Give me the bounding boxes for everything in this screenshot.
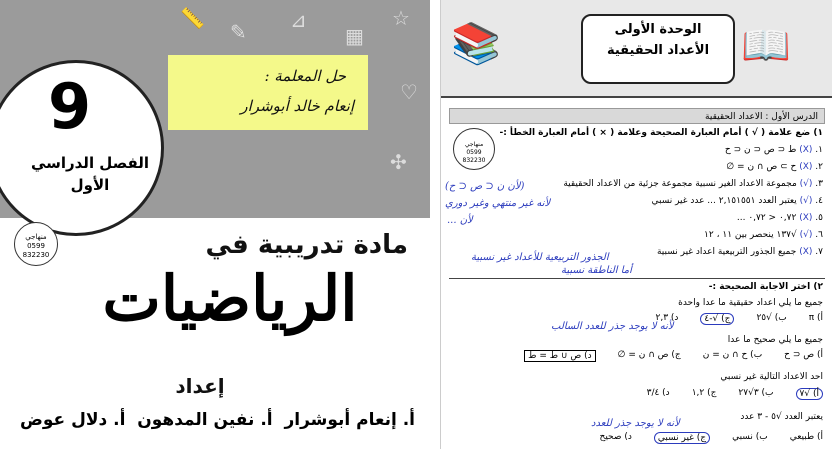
option-d: د) ٢,٣	[655, 313, 679, 323]
pencil-icon: ✎	[230, 20, 247, 44]
publisher-stamp	[453, 128, 495, 170]
option-b: ب) ح ∩ ن = ن	[702, 350, 763, 360]
option-a: أ) √٧	[796, 388, 823, 400]
stamp-name: منهاجي	[464, 141, 484, 148]
publisher-logo-name: منهاجي	[25, 233, 47, 241]
grade-number: 9	[48, 70, 92, 143]
q2-note-4: لأنه لا يوجد جذر للعدد	[591, 418, 680, 429]
publisher-logo-phone: 0599 832230	[22, 242, 50, 259]
handwritten-note-2: لأنه غير منتهي وغير دوري	[445, 198, 551, 209]
author-1: أ. إنعام أبوشرار	[284, 410, 415, 430]
option-a: أ) ص ⊂ ح	[784, 350, 823, 360]
handwritten-note-1: (لأن ن ⊂ ص ⊂ ح)	[445, 181, 525, 192]
option-d: د) صحيح	[599, 432, 632, 442]
option-c: ج) ص ∩ ن = ∅	[617, 350, 681, 360]
compass-icon: ⊿	[290, 8, 307, 32]
q1-item-2: ٢. (X) ح ⊃ ص ∩ ن = ∅	[726, 162, 823, 172]
q1-item-1: ١. (X) ط ⊂ ص ⊂ ن ⊂ ح	[724, 145, 823, 155]
q2-note-1: لأنه لا يوجد جذر للعدد السالب	[551, 321, 674, 332]
q2-options-4	[600, 432, 823, 444]
q2-options-1	[656, 313, 824, 325]
q1-prompt: ١) ضع علامة ( √ ) أمام العبارة الصحيحة وعلامة ( × ) أمام العبارة الخطأ :-	[499, 128, 823, 138]
handwritten-note-5: أما الناطقة نسبية	[561, 265, 632, 276]
stamp-phone: 0599 832230	[462, 149, 486, 164]
q1-item-4: ٤. (√) يعتبر العدد ٢,١٥١٥٥١ ... عدد غير نسبي	[651, 196, 823, 206]
q2-options-2	[524, 350, 823, 362]
cover-title: الرياضيات	[102, 262, 358, 335]
unit-title: الوحدة الأولى	[614, 22, 702, 37]
authors-list	[20, 410, 415, 430]
heart-icon: ♡	[400, 80, 418, 104]
paw-icon: ✣	[390, 150, 407, 174]
semester-label: الفصل الدراسي الأول	[30, 154, 150, 194]
publisher-logo	[14, 222, 58, 266]
teacher-note	[168, 55, 368, 130]
option-b: ب) نسبي	[732, 432, 768, 442]
handwritten-note-3: لأن ...	[447, 215, 473, 226]
option-b: ب) √٢٥	[756, 313, 787, 323]
ruler-icon: 📏	[180, 6, 205, 30]
q2-prompt: ٢) اختر الاجابة الصحيحة :-	[708, 282, 823, 292]
option-a: أ) π	[808, 313, 823, 323]
option-a: أ) طبيعي	[789, 432, 823, 442]
calculator-icon: ▦	[345, 24, 364, 48]
open-book-icon: 📖	[741, 23, 791, 69]
author-3: أ. دلال عوض	[20, 410, 126, 430]
q1-item-6: ٦. (√) √١٣٧ ينحصر بين ١١ ، ١٢	[704, 230, 823, 240]
worksheet-page	[440, 0, 832, 449]
option-c: ج) ١,٢	[691, 388, 717, 398]
teacher-label: حل المعلمة :	[264, 67, 346, 85]
option-d: د) ص ∪ ط = ط	[524, 350, 595, 362]
q1-item-5: ٥. (X) ٠,٧٢ < ٠,٧٢ ...	[736, 213, 823, 223]
q1-item-3: ٣. (√) مجموعة الاعداد الغير نسبية مجموعة جزئية من الاعداد الحقيقية	[563, 179, 823, 189]
author-2: أ. نفين المدهون	[137, 410, 273, 430]
teacher-name: إنعام خالد أبوشرار	[240, 97, 354, 115]
q1-item-7: ٧. (X) جميع الجذور التربيعية اعداد غير نسبية	[656, 247, 823, 257]
q2-question-4: يعتبر العدد √٥ - ٣ عدد	[740, 412, 823, 422]
worksheet-header	[441, 0, 832, 98]
star-icon: ☆	[392, 6, 410, 30]
option-d: د) ٣/٤	[646, 388, 670, 398]
section-divider	[449, 278, 825, 279]
lesson-title: الدرس الأول : الاعداد الحقيقية	[449, 108, 825, 124]
option-c: ج) غير نسبي	[654, 432, 710, 444]
q2-options-3	[647, 388, 823, 400]
handwritten-note-4: الجذور التربيعية للأعداد غير نسبية	[471, 252, 609, 263]
cover-subtitle: مادة تدريبية في	[205, 230, 408, 260]
prepared-by-label: إعداد	[175, 374, 225, 398]
q2-question-1: جميع ما يلي اعداد حقيقية ما عدا واحدة	[678, 298, 823, 308]
option-c: ج) √-٤	[700, 313, 734, 325]
books-icon: 📚	[451, 21, 501, 67]
unit-title-box	[581, 14, 735, 84]
q2-question-3: احد الاعداد التالية غير نسبي	[720, 372, 823, 382]
q2-question-2: جميع ما يلي صحيح ما عدا	[727, 335, 823, 345]
option-b: ب) ٣√٢٧	[738, 388, 774, 398]
unit-subtitle: الأعداد الحقيقية	[606, 43, 710, 58]
